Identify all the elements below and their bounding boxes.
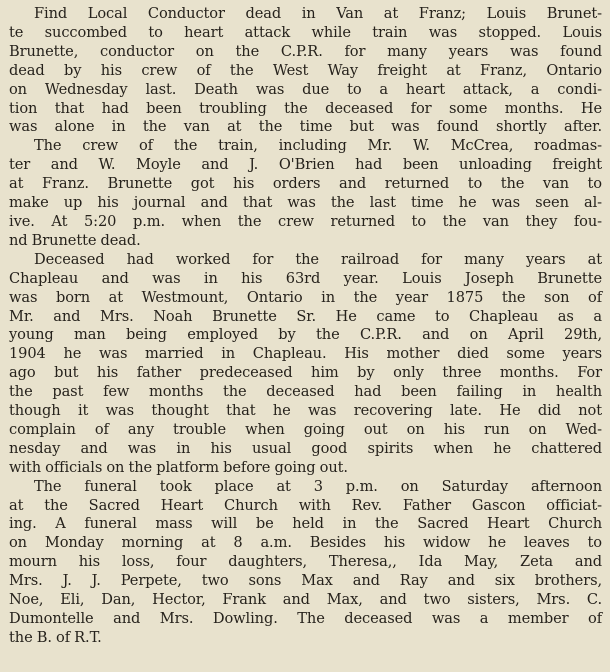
text-line: Brunette, conductor on the C.P.R. for many years was found: [9, 42, 602, 60]
text-line: make up his journal and that was the last time he was seen al-: [9, 194, 602, 212]
text-line: the B. of R.T.: [9, 628, 102, 646]
text-line: on Wednesday last. Death was due to a heart attack, a condi-: [9, 80, 602, 98]
text-line: nd Brunette dead.: [9, 231, 141, 249]
text-line: tion that had been troubling the deceased for some months. He: [9, 99, 602, 117]
text-line: Mr. and Mrs. Noah Brunette Sr. He came to Chapleau as a: [9, 307, 602, 325]
text-line: at the Sacred Heart Church with Rev. Father Gascon officiat-: [9, 496, 602, 514]
text-line: 1904 he was married in Chapleau. His mother died some years: [9, 345, 602, 363]
text-line: young man being employed by the C.P.R. and on April 29th,: [9, 326, 602, 344]
text-line: Find Local Conductor dead in Van at Franz; Louis Brunet-: [34, 5, 602, 22]
text-line: Mrs. J. J. Perpete, two sons Max and Ray and six brothers,: [9, 572, 602, 590]
text-line: te succombed to heart attack while train was stopped. Louis: [9, 23, 602, 41]
text-line: ago but his father predeceased him by only three months. For: [9, 364, 602, 382]
text-line: dead by his crew of the West Way freight at Franz, Ontario: [9, 61, 602, 79]
text-line: mourn his loss, four daughters, Theresa,, Ida May, Zeta and: [9, 553, 602, 571]
text-line: Chapleau and was in his 63rd year. Louis Joseph Brunette: [9, 269, 602, 287]
text-line: on Monday morning at 8 a.m. Besides his widow he leaves to: [9, 534, 602, 552]
text-line: ter and W. Moyle and J. O'Brien had been unloading freight: [9, 156, 602, 174]
paragraph-2: [9, 137, 602, 250]
paragraph-3: [9, 251, 602, 478]
text-line: nesday and was in his usual good spirits when he chattered: [9, 439, 602, 457]
text-line: Dumontelle and Mrs. Dowling. The deceased was a member of: [9, 610, 602, 627]
paragraph-1: [9, 5, 602, 137]
text-line: was alone in the van at the time but was found shortly after.: [9, 118, 602, 136]
text-line: The crew of the train, including Mr. W. McCrea, roadmas-: [34, 137, 602, 155]
text-line: with officials on the platform before going out.: [9, 458, 348, 476]
paragraph-4: [9, 478, 602, 648]
text-line: Deceased had worked for the railroad for many years at: [34, 250, 602, 268]
text-line: The funeral took place at 3 p.m. on Saturday afternoon: [34, 477, 602, 495]
obituary-article: [9, 5, 602, 648]
text-line: was born at Westmount, Ontario in the year 1875 the son of: [9, 288, 602, 306]
text-line: the past few months the deceased had been failing in health: [9, 383, 602, 401]
text-line: Noe, Eli, Dan, Hector, Frank and Max, and two sisters, Mrs. C.: [9, 591, 602, 609]
text-line: complain of any trouble when going out on his run on Wed-: [9, 420, 602, 438]
text-line: though it was thought that he was recovering late. He did not: [9, 402, 602, 420]
text-line: ing. A funeral mass will be held in the Sacred Heart Church: [9, 515, 602, 533]
text-line: ive. At 5:20 p.m. when the crew returned to the van they fou-: [9, 212, 602, 230]
text-line: at Franz. Brunette got his orders and returned to the van to: [9, 175, 602, 193]
